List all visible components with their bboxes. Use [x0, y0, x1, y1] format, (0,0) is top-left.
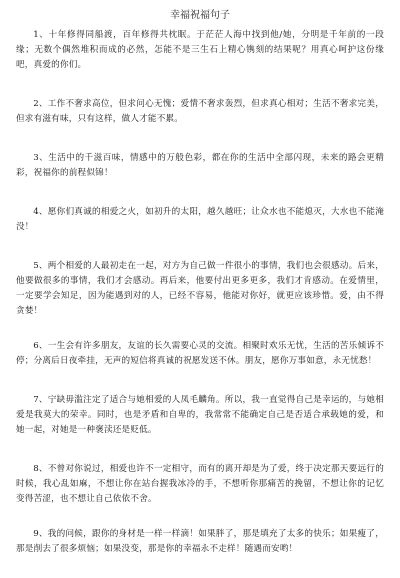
- paragraph-spacer: [16, 127, 384, 151]
- paragraph-spacer: [16, 235, 384, 259]
- paragraph-spacer: [16, 507, 384, 527]
- paragraph-6: 6、一生会有许多朋友，友谊的长久需要心灵的交流。相聚时欢乐无忧，生活的苦乐倾诉不停；分离后日夜牵挂，无声的短信将真诚的祝愿发送不休。朋友，愿你万事如意，永无忧愁！: [16, 341, 384, 366]
- paragraph-4: 4、愿你们真诚的相爱之火，如初升的太阳，越久越旺；让众水也不能熄灭，大水也不能淹没！: [16, 207, 384, 232]
- paragraph-spacer: [16, 438, 384, 462]
- paragraph-3: 3、生活中的千滋百味，情感中的万般色彩，都在你的生活中全部闪现，未来的路会更精彩，祝福你的前程似锦！: [16, 153, 384, 178]
- paragraph-9: 9、我的问候，跟你的身材是一样一样滴！如果胖了，那是填充了太多的快乐；如果瘦了，那是削去了很多烦恼；如果没变，那是你的幸福永不走样！随遇而安哟！: [16, 529, 384, 554]
- paragraph-7: 7、宁缺毋滥注定了适合与她相爱的人凤毛麟角。所以，我一直觉得自己是幸运的，与她相爱是我莫大的荣幸。同时，也是矛盾和自卑的，我常常不能确定自己是否适合承载她的爱，和她一起，对她是一种褒渎还是贬低。: [16, 395, 384, 435]
- paragraph-spacer: [16, 73, 384, 97]
- paragraph-8: 8、不曾对你说过，相爱也许不一定相守，而有的离开却是为了爱，终于决定那天要远行的时候，我心乱如麻，不想让你在站台握我冰冷的手，不想听你那痛苦的挽留，不想让你的记忆变得苦涩，也不想让自己依依不舍。: [16, 464, 384, 504]
- paragraph-spacer: [16, 369, 384, 393]
- document-title: 幸福祝福句子: [170, 10, 230, 21]
- paragraph-2: 2、工作不奢求高位，但求问心无愧；爱情不奢求轰烈，但求真心相对；生活不奢求完美，但求有滋有味，只有这样，做人才能不累。: [16, 99, 384, 124]
- paragraph-spacer: [16, 319, 384, 339]
- paragraph-1: 1、十年修得同船渡，百年修得共枕眠。于茫茫人海中找到他/她，分明是千年前的一段缘；无数个偶然堆积而成的必然，怎能不是三生石上精心镌刻的结果呢？用真心呵护这份缘吧，真爱的你们。: [16, 30, 384, 70]
- paragraph-5: 5、两个相爱的人最初走在一起，对方为自己做一件很小的事情，我们也会很感动。后来，他要做很多的事情，我们才会感动。再后来，他要付出更多更多，我们才肯感动。在爱情里，一定要学会知足，因为能遇到对的人，已经不容易，他能对你好，就更应该珍惜。爱，由不得贪婪！: [16, 261, 384, 316]
- paragraph-spacer: [16, 181, 384, 205]
